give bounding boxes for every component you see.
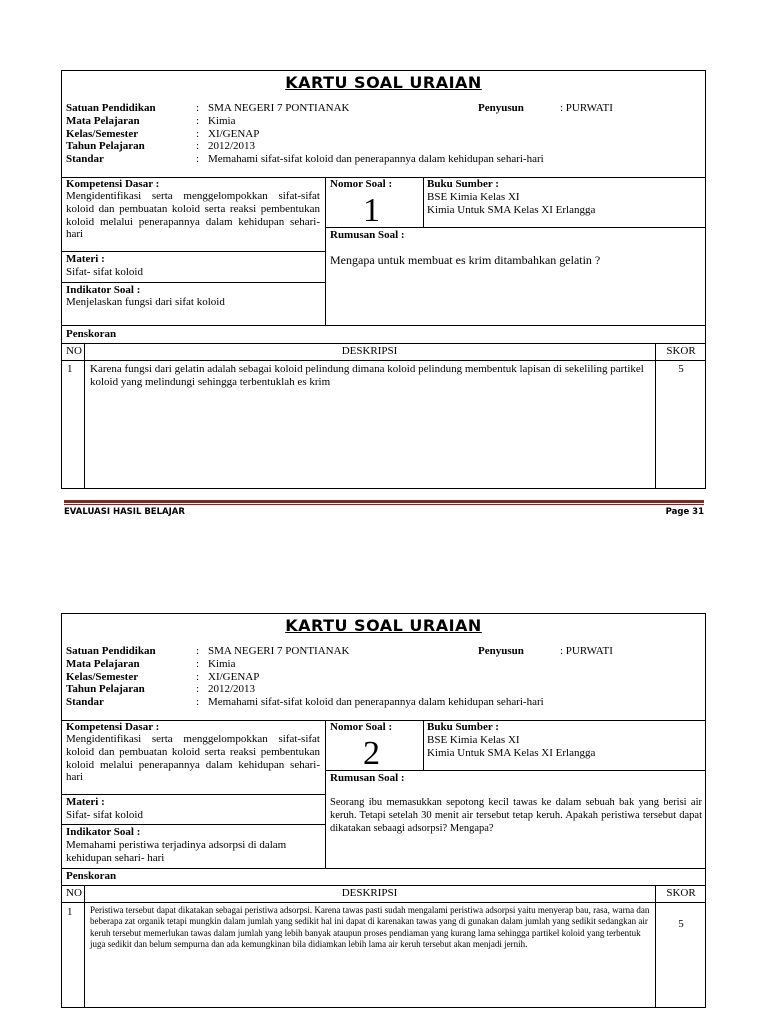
kompetensi-label: Kompetensi Dasar : <box>66 721 160 733</box>
row-no: 1 <box>67 906 73 918</box>
col-no: NO <box>66 345 82 357</box>
label-mapel: Mata Pelajaran <box>66 114 140 127</box>
label-standar: Standar <box>66 153 104 166</box>
materi-label: Materi : <box>66 796 105 808</box>
value-kelas: XI/GENAP <box>208 127 260 140</box>
col-deskripsi: DESKRIPSI <box>341 345 398 357</box>
footer-page: Page 31 <box>665 507 704 517</box>
value-tahun: 2012/2013 <box>208 683 256 696</box>
row-deskripsi: Karena fungsi dari gelatin adalah sebagai koloid pelindung dimana koloid pelindung membentuk lapisan di sekeliling partikel koloid yang melindungi sehingga terbentuklah es krim <box>90 363 644 388</box>
label-kelas: Kelas/Semester <box>66 670 139 683</box>
label-standar: Standar <box>66 696 104 709</box>
footer-rule <box>64 500 704 503</box>
row-deskripsi: Peristiwa tersebut dapat dikatakan sebagai peristiwa adsorpsi. Karena tawas pasti sudah mengalami peristiwa adsorpsi yaitu menyerap bau, rasa, warna dan beberapa zat organik tetapi mungkin dalam jumlah yang sedikit hal ini dapat di karenakan tawas yang di gunakan dalam jumlah yang sedikit sedangkan air keruh tersebut memerlukan tawas dalam jumlah yang lebih banyak ataupun proses pendiaman yang kurang lama sehingga partikel koloid yang terbentuk juga sedikit dan belum sempurna dan ada kemungkinan bila didiamkan lebih lama air keruh tersebut akan menjadi jernih. <box>90 905 650 950</box>
row-skor: 5 <box>678 918 684 930</box>
rumusan-label: Rumusan Soal : <box>330 772 405 784</box>
col-skor: SKOR <box>666 345 696 357</box>
value-penyusun: : PURWATI <box>560 645 613 657</box>
materi-text: Sifat- sifat koloid <box>66 809 143 821</box>
kompetensi-text: Mengidentifikasi serta menggelompokkan sifat-sifat koloid dan pembuatan koloid serta reaksi pembentukan koloid melalui penerapannya dalam kehidupan sehari-hari <box>66 190 320 241</box>
row-skor: 5 <box>678 363 684 375</box>
label-kelas: Kelas/Semester <box>66 127 139 140</box>
value-mapel: Kimia <box>208 114 236 127</box>
nomor-label: Nomor Soal : <box>330 721 393 733</box>
penyusun: Penyusun : PURWATI <box>478 645 613 657</box>
question-card-2: KARTU SOAL URAIAN Satuan Pendidikan : SMA NEGERI 7 PONTIANAK Mata Pelajaran : Kimia Kelas/Semester : XI/GENAP Tahun Pelajaran : 2012/2013 Standar : Memahami sifat-sifat koloid dan penerapannya dalam kehidupan sehari-hari Penyusun : PURWATI Kompetensi Dasar : Mengidentifikasi serta menggelompokkan sifat-sifat koloid dan pembuatan koloid serta reaksi pembentukan koloid melalui penerapannya dalam kehidupan sehari-hari Nomor Soal : 2 Buku Sumber : BSE Kimia Kelas XI Kimia Untuk SMA Kelas XI Erlangga Rumusan Soal : Seorang ibu memasukkan sepotong kecil tawas ke dalam sebuah bak yang berisi air keruh. Tetapi setelah 30 menit air tersebut tetap keruh. Apakah peristiwa tersebut dapat dikatakan sebaagi adsorpsi? Mengapa? Materi : Sifat- sifat koloid Indikator Soal : Memahami peristiwa terjadinya adsorpsi di dalam kehidupan sehari- hari Penskoran NO DESKRIPSI SKOR 1 Peristiwa tersebut dapat dikatakan sebagai peristiwa adsorpsi. Karena tawas pasti sudah mengalami peristiwa adsorpsi yaitu menyerap bau, rasa, warna dan beberapa zat organik tetapi mungkin dalam jumlah yang sedikit hal ini dapat di karenakan tawas yang di gunakan dalam jumlah yang sedikit sedangkan air keruh tersebut memerlukan tawas dalam jumlah yang lebih banyak ataupun proses pendiaman yang kurang lama sehingga partikel koloid yang terbentuk juga sedikit dan belum sempurna dan ada kemungkinan bila didiamkan lebih lama air keruh tersebut akan menjadi jernih. 5 <box>61 613 706 1008</box>
value-standar: Memahami sifat-sifat koloid dan penerapannya dalam kehidupan sehari-hari <box>208 696 544 709</box>
rumusan-label: Rumusan Soal : <box>330 229 405 241</box>
indikator-label: Indikator Soal : <box>66 284 141 296</box>
row-no: 1 <box>67 363 73 375</box>
value-satuan: SMA NEGERI 7 PONTIANAK <box>208 102 350 114</box>
col-skor: SKOR <box>666 887 696 899</box>
penyusun: Penyusun : PURWATI <box>478 102 613 114</box>
nomor-soal: 1 <box>363 192 380 229</box>
col-deskripsi: DESKRIPSI <box>341 887 398 899</box>
buku-label: Buku Sumber : <box>427 721 499 733</box>
label-tahun: Tahun Pelajaran <box>66 140 145 153</box>
value-tahun: 2012/2013 <box>208 140 256 153</box>
buku-sumber-1: BSE Kimia Kelas XI <box>427 191 520 203</box>
label-satuan: Satuan Pendidikan <box>66 645 156 657</box>
penskoran-label: Penskoran <box>66 328 117 340</box>
label-tahun: Tahun Pelajaran <box>66 683 145 696</box>
value-penyusun: : PURWATI <box>560 102 613 114</box>
nomor-label: Nomor Soal : <box>330 178 393 190</box>
kompetensi-text: Mengidentifikasi serta menggelompokkan sifat-sifat koloid dan pembuatan koloid serta reaksi pembentukan koloid melalui penerapannya dalam kehidupan sehari-hari <box>66 733 320 784</box>
materi-text: Sifat- sifat koloid <box>66 266 143 278</box>
card-title: KARTU SOAL URAIAN <box>285 616 482 635</box>
rumusan-soal: Mengapa untuk membuat es krim ditambahkan gelatin ? <box>330 253 601 267</box>
footer-left: EVALUASI HASIL BELAJAR <box>64 507 185 517</box>
value-mapel: Kimia <box>208 657 236 670</box>
label-satuan: Satuan Pendidikan <box>66 102 156 114</box>
question-card-1: KARTU SOAL URAIAN Satuan Pendidikan : SMA NEGERI 7 PONTIANAK Mata Pelajaran : Kimia Kelas/Semester : XI/GENAP Tahun Pelajaran : 2012/2013 Standar : Memahami sifat-sifat koloid dan penerapannya dalam kehidupan sehari-hari Penyusun : PURWATI Kompetensi Dasar : Mengidentifikasi serta menggelompokkan sifat-sifat koloid dan pembuatan koloid serta reaksi pembentukan koloid melalui penerapannya dalam kehidupan sehari-hari Nomor Soal : 1 Buku Sumber : BSE Kimia Kelas XI Kimia Untuk SMA Kelas XI Erlangga Rumusan Soal : Mengapa untuk membuat es krim ditambahkan gelatin ? Materi : Sifat- sifat koloid Indikator Soal : Menjelaskan fungsi dari sifat koloid Penskoran NO DESKRIPSI SKOR 1 Karena fungsi dari gelatin adalah sebagai koloid pelindung dimana koloid pelindung membentuk lapisan di sekeliling partikel koloid yang melindungi sehingga terbentuklah es krim 5 <box>61 70 706 489</box>
rumusan-soal: Seorang ibu memasukkan sepotong kecil tawas ke dalam sebuah bak yang berisi air keruh. Tetapi setelah 30 menit air tersebut tetap keruh. Apakah peristiwa tersebut dapat dikatakan sebaagi adsorpsi? Mengapa? <box>330 797 702 834</box>
value-satuan: SMA NEGERI 7 PONTIANAK <box>208 645 350 657</box>
indikator-label: Indikator Soal : <box>66 826 141 838</box>
indikator-text: Memahami peristiwa terjadinya adsorpsi di dalam kehidupan sehari- hari <box>66 839 287 864</box>
materi-label: Materi : <box>66 253 105 265</box>
nomor-soal: 2 <box>363 735 380 772</box>
card-title: KARTU SOAL URAIAN <box>285 73 482 92</box>
buku-sumber-2: Kimia Untuk SMA Kelas XI Erlangga <box>427 747 596 759</box>
label-mapel: Mata Pelajaran <box>66 657 140 670</box>
penskoran-label: Penskoran <box>66 870 117 882</box>
value-kelas: XI/GENAP <box>208 670 260 683</box>
indikator-text: Menjelaskan fungsi dari sifat koloid <box>66 296 225 308</box>
buku-sumber-2: Kimia Untuk SMA Kelas XI Erlangga <box>427 204 596 216</box>
buku-sumber-1: BSE Kimia Kelas XI <box>427 734 520 746</box>
buku-label: Buku Sumber : <box>427 178 499 190</box>
footer-rule-thin <box>64 504 704 505</box>
kompetensi-label: Kompetensi Dasar : <box>66 178 160 190</box>
col-no: NO <box>66 887 82 899</box>
value-standar: Memahami sifat-sifat koloid dan penerapannya dalam kehidupan sehari-hari <box>208 153 544 166</box>
